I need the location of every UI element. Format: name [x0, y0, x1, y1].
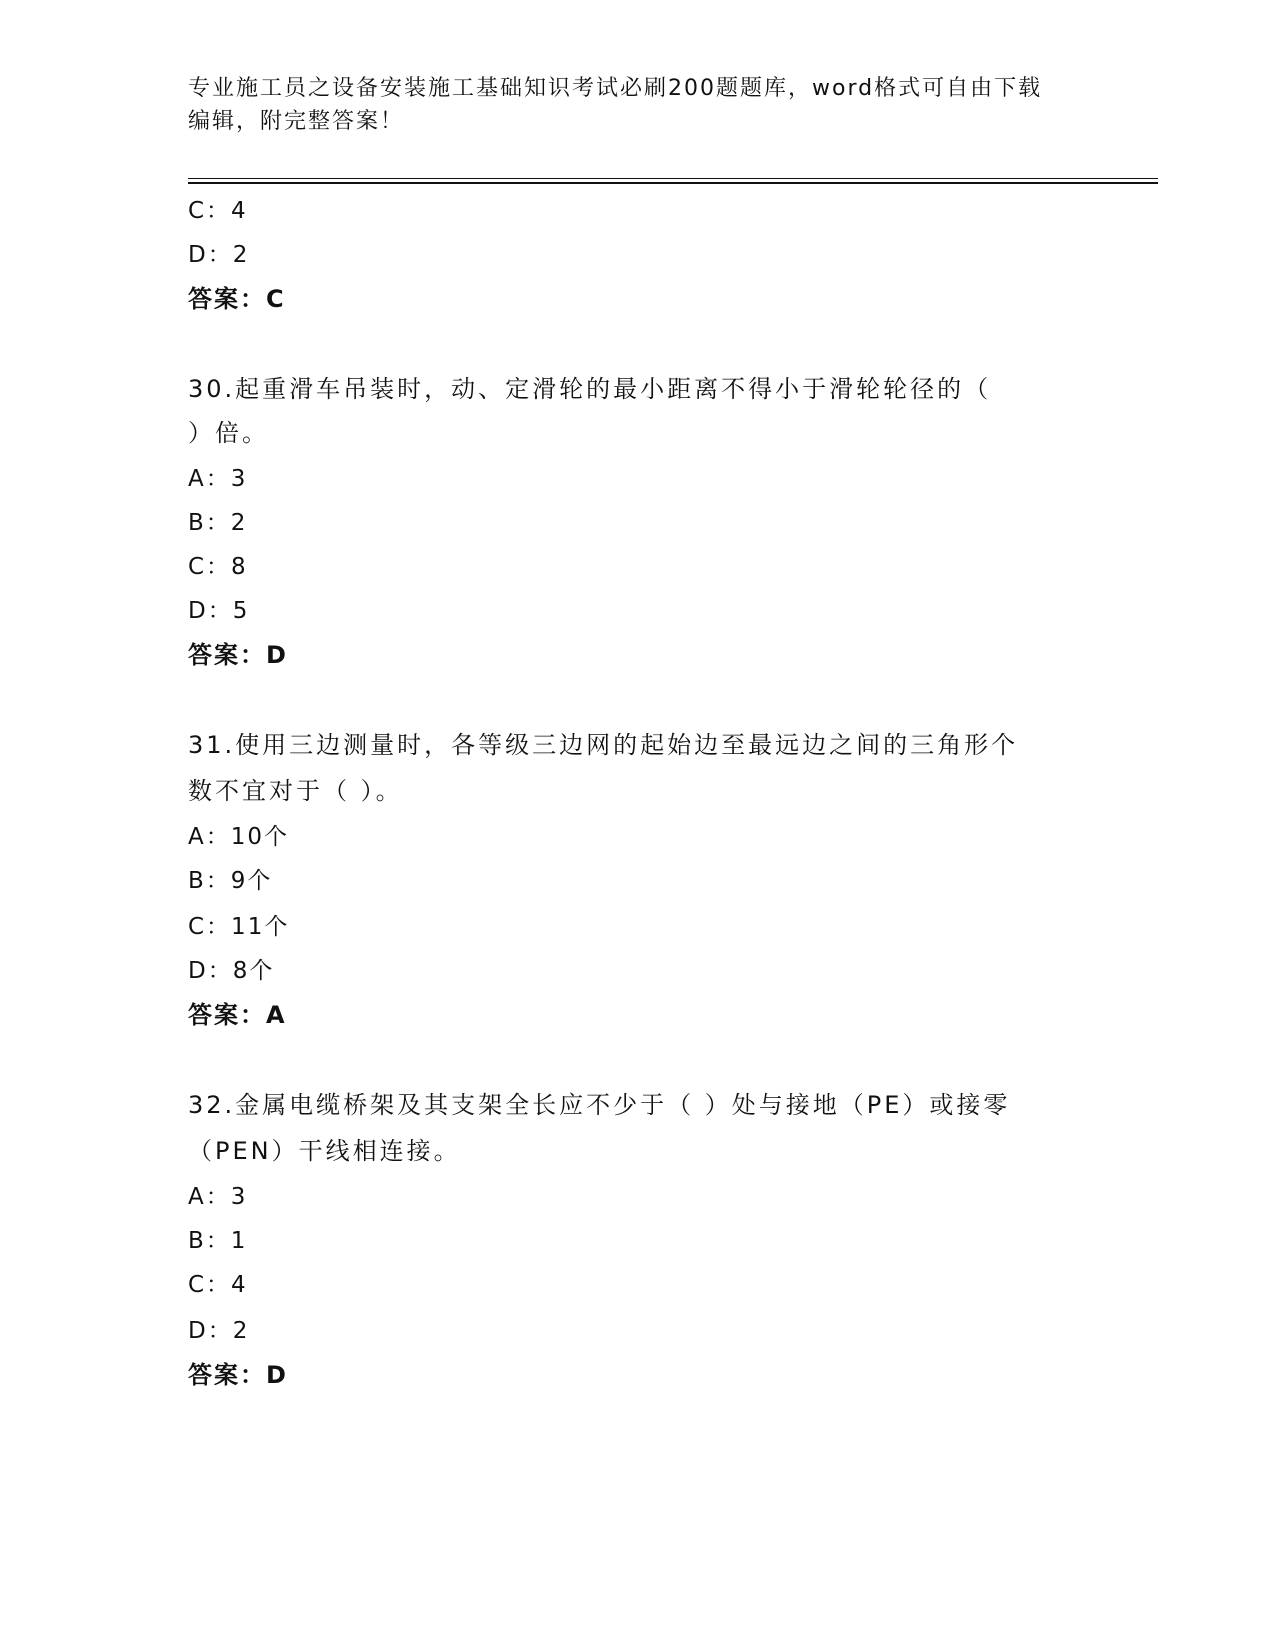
question-31-option-d: D：8个	[188, 958, 275, 984]
question-32-answer	[188, 1360, 288, 1390]
answer-label: 答案：	[188, 1001, 266, 1029]
question-31-option-a: A：10个	[188, 824, 290, 850]
question-31-text-line-1: 31.使用三边测量时，各等级三边网的起始边至最远边之间的三角形个	[188, 731, 1019, 759]
option-d: D：2	[188, 242, 250, 268]
header-line-2: 编辑，附完整答案！	[188, 109, 405, 134]
answer-value: A	[266, 1001, 287, 1029]
question-30-answer	[188, 640, 288, 670]
answer-label: 答案：	[188, 1361, 266, 1389]
answer-label: 答案：	[188, 641, 266, 669]
question-30-option-a: A：3	[188, 466, 248, 492]
answer-value: D	[266, 641, 288, 669]
question-32-option-a: A：3	[188, 1184, 248, 1210]
header-divider-thin	[188, 178, 1158, 179]
question-32-option-c: C：4	[188, 1272, 248, 1298]
answer-value: D	[266, 1361, 288, 1389]
question-32-option-b: B：1	[188, 1228, 248, 1254]
question-31-answer	[188, 1000, 287, 1030]
question-30-option-d: D：5	[188, 598, 250, 624]
answer-value: C	[266, 285, 286, 313]
question-32-option-d: D：2	[188, 1318, 250, 1344]
question-30-text-line-2: ）倍。	[188, 419, 269, 447]
document-header	[188, 72, 1088, 138]
question-30-option-c: C：8	[188, 554, 248, 580]
question-31-option-c: C：11个	[188, 914, 290, 940]
question-32-text-line-1: 32.金属电缆桥架及其支架全长应不少于（ ）处与接地（PE）或接零	[188, 1091, 1011, 1119]
header-line-1: 专业施工员之设备安装施工基础知识考试必刷200题题库，word格式可自由下载	[188, 76, 1043, 101]
question-32-text-line-2: （PEN）干线相连接。	[188, 1137, 461, 1165]
answer-line	[188, 284, 286, 314]
question-30-text-line-1: 30.起重滑车吊装时，动、定滑轮的最小距离不得小于滑轮轮径的（	[188, 375, 992, 403]
answer-label: 答案：	[188, 285, 266, 313]
question-31-text-line-2: 数不宜对于（ ）。	[188, 777, 403, 805]
question-30-option-b: B：2	[188, 510, 248, 536]
question-31-option-b: B：9个	[188, 868, 273, 894]
header-divider-thick	[188, 182, 1158, 184]
option-c: C：4	[188, 198, 248, 224]
